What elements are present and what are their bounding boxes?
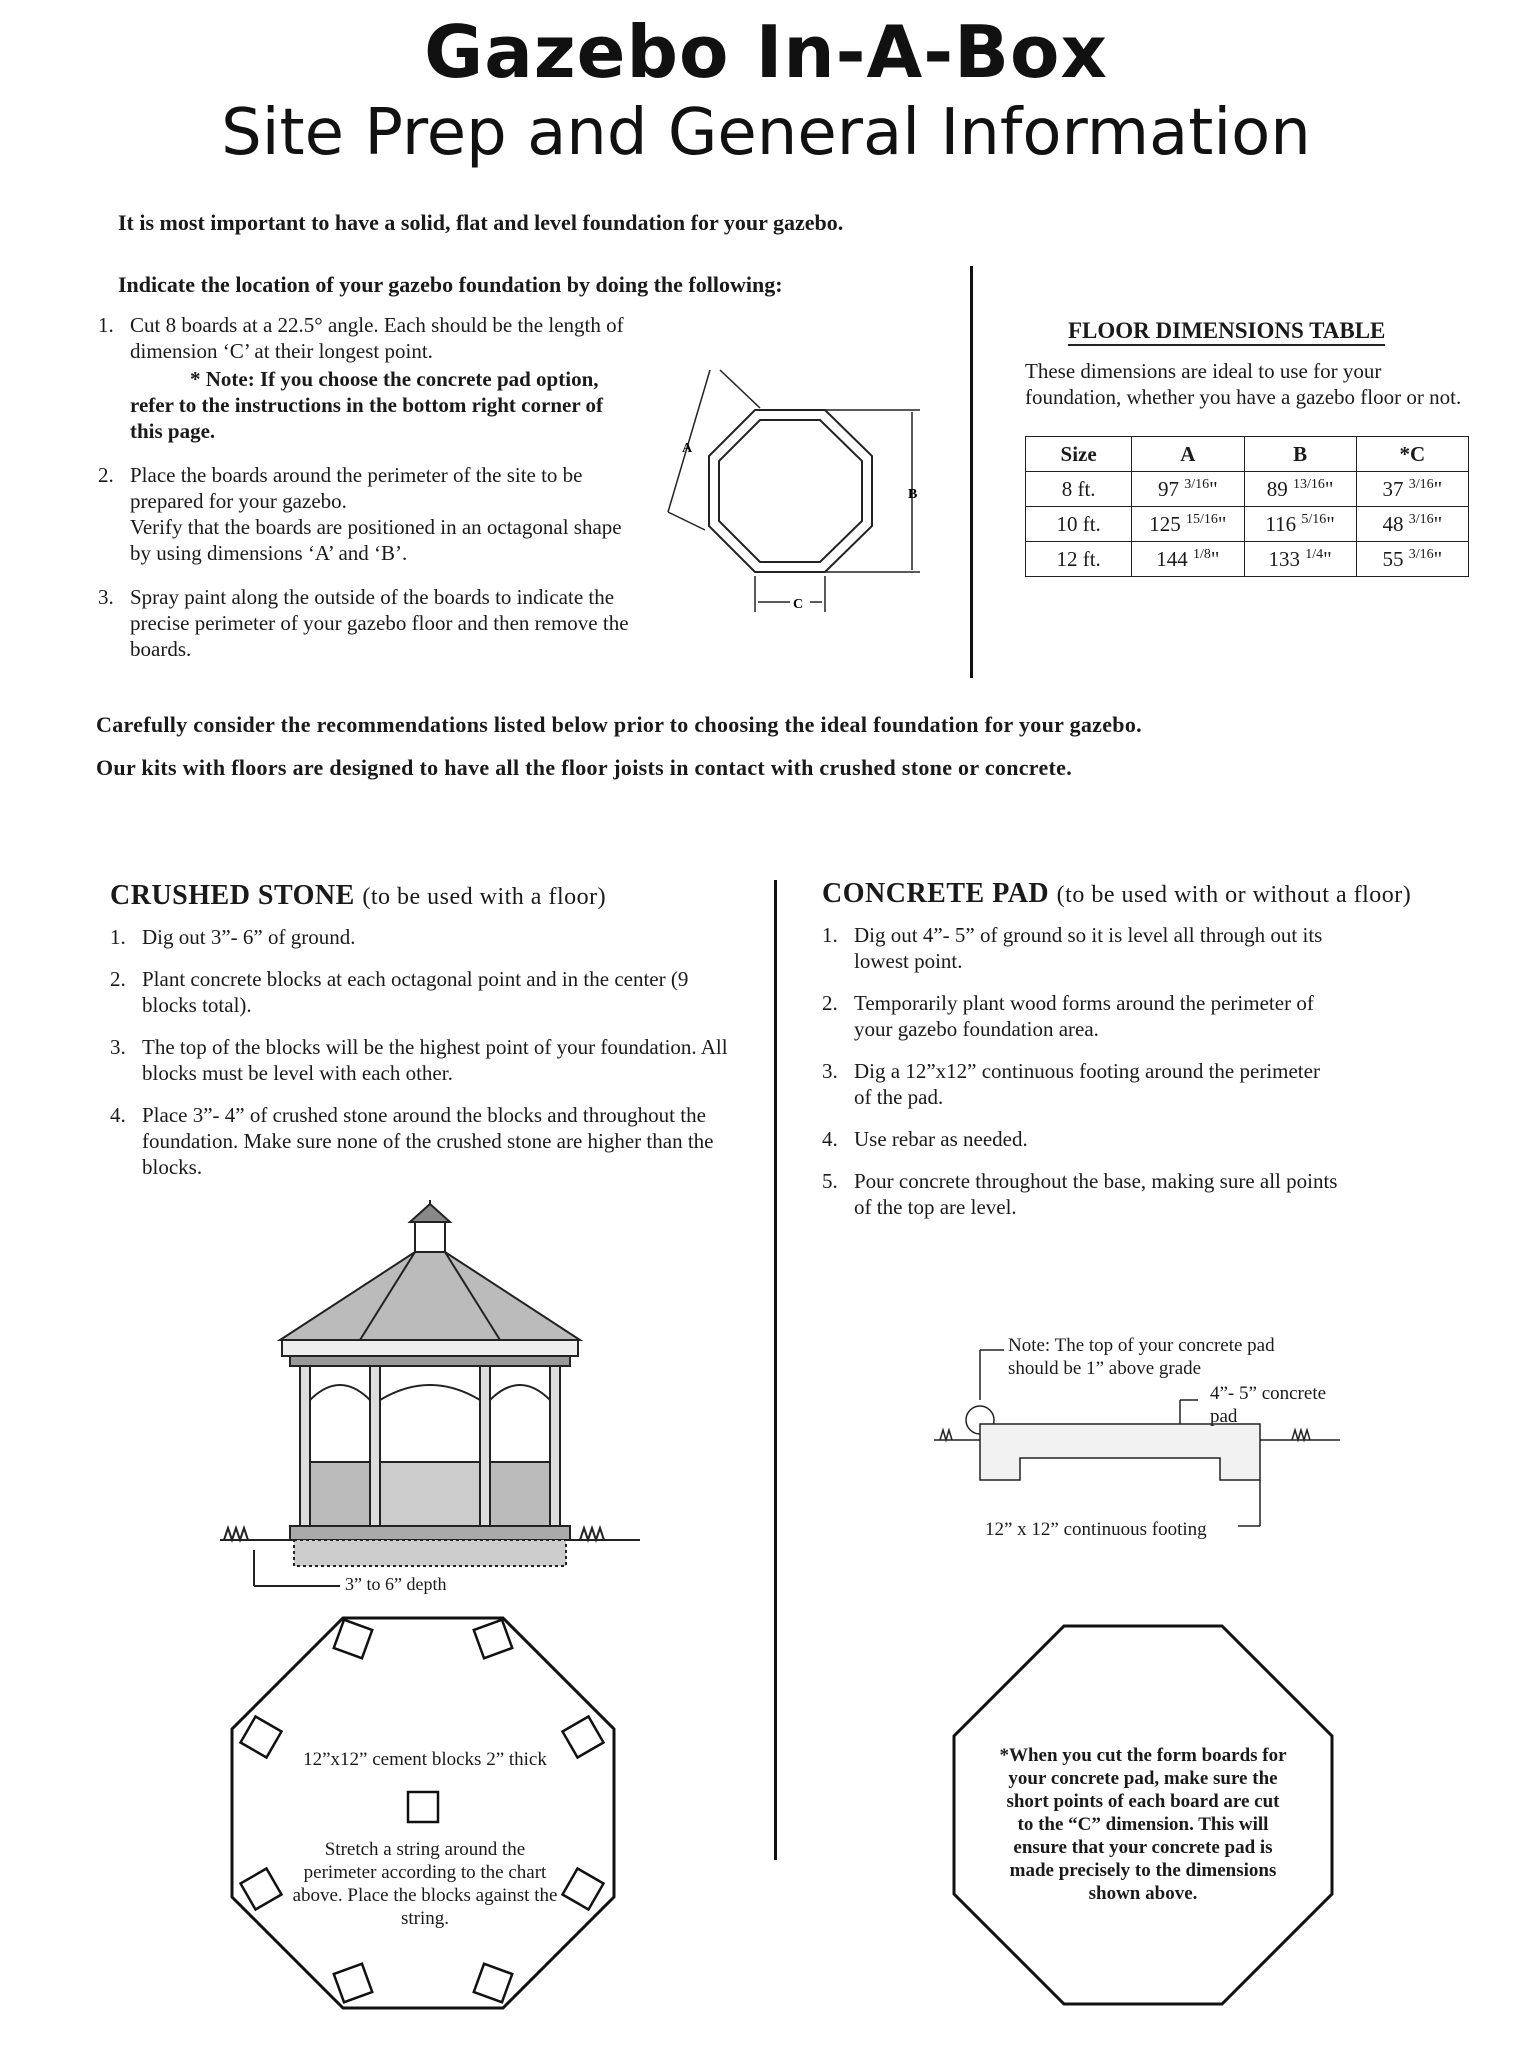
page-title: Gazebo In-A-Box (424, 10, 1108, 94)
crushed-stone-heading: CRUSHED STONE (to be used with a floor) (110, 880, 607, 911)
step-2-text: Place the boards around the perimeter of the site to be prepared for your gazebo. (130, 463, 583, 513)
list-item: 4. Place 3”- 4” of crushed stone around the blocks and throughout the foundation. Make sure none of the crushed stone are higher than the blocks. (110, 1103, 714, 1179)
page-subtitle: Site Prep and General Information (221, 96, 1311, 170)
header-size: Size (1026, 437, 1132, 472)
step-1-text: Cut 8 boards at a 22.5° angle. Each should be the length of dimension ‘C’ at their longest point. (130, 313, 624, 363)
step-3: 3. Spray paint along the outside of the boards to indicate the precise perimeter of your gazebo floor and then remove the boards. (98, 585, 629, 661)
label-c: C (793, 597, 804, 612)
step-1: 1. Cut 8 boards at a 22.5° angle. Each should be the length of dimension ‘C’ at their longest point. * Note: If you choose the concrete pad option, refer to the instructions in the bottom right corner of this page. (98, 312, 638, 444)
footing-label: 12” x 12” continuous footing (985, 1519, 1207, 1540)
step-2-text-2: Verify that the boards are positioned in an octagonal shape by using dimensions ‘A’ and ‘B’. (130, 515, 622, 565)
step-3-text: Spray paint along the outside of the boards to indicate the precise perimeter of your gazebo floor and then remove the boards. (130, 585, 629, 661)
string-note: Stretch a string around the perimeter according to the chart above. Place the blocks against the string. (292, 1839, 558, 1929)
table-row: 8 ft. 97 $^{3/16}$" 89 $^{13/16}$" 37 $^{3/16}$" (1026, 472, 1469, 507)
table-row: 12 ft. 144 $^{1/8}$" 133 $^{1/4}$" 55 $^{3/16}$" (1026, 542, 1469, 577)
label-b: B (908, 487, 918, 502)
table-row: 10 ft. 125 $^{15/16}$" 116 $^{5/16}$" 48 $^{3/16}$" (1026, 507, 1469, 542)
list-item: 1. Dig out 4”- 5” of ground so it is level all through out its lowest point. (822, 923, 1323, 973)
cement-block (474, 1964, 512, 2002)
recommendations-line-1: Carefully consider the recommendations listed below prior to choosing the ideal foundation for your gazebo. (96, 712, 1142, 737)
label-a: A (682, 441, 693, 456)
block-layout-octagon (230, 1616, 616, 2010)
depth-label: 3” to 6” depth (345, 1574, 447, 1594)
octagon-frame-outer (709, 410, 872, 572)
floor-dimensions-table (1025, 436, 1469, 577)
list-item: 2. Temporarily plant wood forms around the perimeter of your gazebo foundation area. (822, 991, 1314, 1041)
cement-block (474, 1620, 512, 1658)
cement-block (563, 1869, 604, 1910)
center-cement-block (408, 1792, 438, 1822)
list-item: 1. Dig out 3”- 6” of ground. (110, 925, 356, 949)
cement-block (241, 1869, 282, 1910)
pad-label: 4”- 5” concrete pad (1210, 1383, 1327, 1427)
cement-block (334, 1620, 372, 1658)
cement-block (334, 1964, 372, 2002)
bottom-divider (774, 880, 777, 1860)
header-a: A (1132, 437, 1244, 472)
grade-note: Note: The top of your concrete pad should be 1” above grade (1008, 1335, 1275, 1379)
blocks-label: 12”x12” cement blocks 2” thick (303, 1749, 547, 1770)
gazebo-illustration (210, 1200, 660, 1600)
step-1-note: * Note: If you choose the concrete pad option, refer to the instructions in the bottom right corner of this page. (130, 367, 604, 443)
concrete-pad-heading-note: (to be used with or without a floor) (1056, 882, 1412, 908)
table-header-row (1026, 437, 1469, 472)
header-b: B (1244, 437, 1356, 472)
floor-table-description: These dimensions are ideal to use for your foundation, whether you have a gazebo floor or not. (1025, 359, 1462, 409)
intro-line-2: Indicate the location of your gazebo foundation by doing the following: (118, 272, 783, 297)
octagon-dimension-diagram (650, 350, 940, 620)
list-item: 3. Dig a 12”x12” continuous footing around the perimeter of the pad. (822, 1059, 1320, 1109)
crushed-stone-heading-note: (to be used with a floor) (362, 884, 607, 910)
floor-table-title: FLOOR DIMENSIONS TABLE (1068, 318, 1385, 346)
list-item: 5. Pour concrete throughout the base, making sure all points of the top are level. (822, 1169, 1338, 1219)
crushed-stone-steps (110, 924, 730, 1180)
recommendations-line-2: Our kits with floors are designed to have all the floor joists in contact with crushed stone or concrete. (96, 755, 1073, 780)
site-prep-steps (98, 312, 638, 662)
list-item: 2. Plant concrete blocks at each octagonal point and in the center (9 blocks total). (110, 967, 689, 1017)
concrete-pad-steps (822, 922, 1342, 1220)
list-item: 4. Use rebar as needed. (822, 1127, 1028, 1151)
cement-block (241, 1717, 282, 1758)
octagon-frame-inner (719, 420, 862, 562)
top-divider (970, 266, 973, 678)
intro-line-1: It is most important to have a solid, flat and level foundation for your gazebo. (118, 210, 844, 235)
header-c: *C (1356, 437, 1468, 472)
list-item: 3. The top of the blocks will be the highest point of your foundation. All blocks must be level with each other. (110, 1035, 728, 1085)
concrete-pad-heading: CONCRETE PAD (to be used with or without a floor) (822, 878, 1412, 909)
step-2: 2. Place the boards around the perimeter of the site to be prepared for your gazebo. Verify that the boards are positioned in an octagonal shape by using dimensions ‘A’ and ‘B’. (98, 462, 638, 566)
form-boards-note: *When you cut the form boards for your concrete pad, make sure the short points of each board are cut to the “C” dimension. This will ensure that your concrete pad is made precisely to the dimensions shown above. (999, 1745, 1287, 1904)
